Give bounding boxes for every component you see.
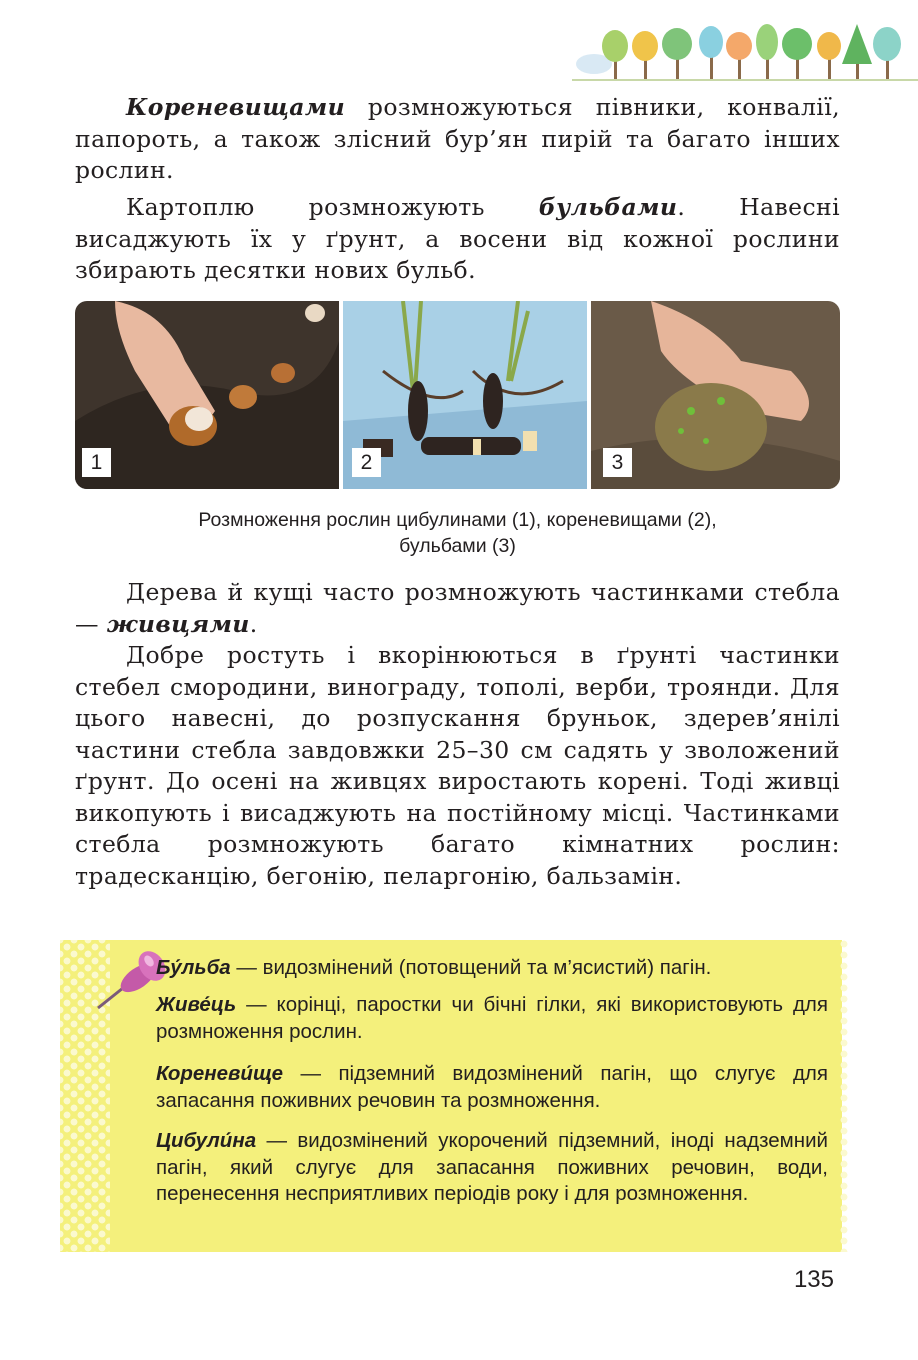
photo-bulbs — [75, 301, 339, 489]
photo-number: 2 — [352, 448, 381, 477]
glossary-term: Цибули́на — [156, 1129, 257, 1152]
glossary-box — [60, 940, 842, 1252]
photo-rhizomes — [343, 301, 587, 489]
tree-icon — [842, 24, 872, 80]
tree-icon — [662, 28, 692, 80]
paragraph-text: . — [249, 609, 258, 638]
photo-number: 1 — [82, 448, 111, 477]
glossary-entry — [156, 955, 828, 982]
tree-icon — [699, 26, 723, 80]
glossary-definition: — підземний видозмінений пагін, що слугує для запасання поживних речовин та розмноження. — [156, 1062, 828, 1112]
page-number: 135 — [793, 1266, 834, 1293]
tree-icon — [817, 32, 841, 80]
glossary-term: Живе́ць — [156, 993, 237, 1016]
paragraph-rhizomes — [75, 92, 840, 187]
glossary-term: Бу́льба — [156, 956, 231, 979]
photo-caption — [75, 507, 840, 559]
tree-row-decoration — [572, 18, 918, 84]
glossary-entry — [156, 1128, 828, 1208]
paragraph-text: Дерева й кущі часто розмножують частинками стебла — — [75, 578, 840, 638]
glossary-term: Кореневи́ще — [156, 1062, 284, 1085]
tree-icon — [602, 30, 628, 80]
caption-line: Розмноження рослин цибулинами (1), кореневищами (2), — [198, 509, 717, 531]
tree-icon — [632, 31, 658, 80]
paragraph-tubers — [75, 192, 840, 287]
paragraph-text: розмножуються півники, конвалії, папороть, а також злісний бур’ян пирій та багато інших рослин. — [75, 93, 840, 184]
term-tubers: бульбами — [538, 193, 678, 221]
paragraph-text: Картоплю розмножують — [126, 193, 539, 221]
photo-tuber — [591, 301, 840, 489]
glossary-definition: — корінці, паростки чи бічні гілки, які використовують для розмноження рослин. — [156, 993, 828, 1043]
paragraph-cuttings — [75, 577, 840, 640]
glossary-entry — [156, 992, 828, 1045]
caption-line: бульбами (3) — [399, 535, 516, 557]
tree-icon — [782, 28, 812, 80]
tree-icon — [756, 24, 778, 80]
tree-icon — [873, 27, 901, 80]
paragraph-text: Добре ростуть і вкорінюються в ґрунті частинки стебел смородини, винограду, тополі, верби, троянди. Для цього навесні, до розпускання бруньок, здерев’янілі частини стебла завдовжки 25–30 см садять у зволожений ґрунт. До осені на живцях виростають корені. Тоді живці викопують і висаджують на постійному місці. Частинками стебла розмножують багато кімнатних рослин: традесканцію, бегонію, пеларгонію, бальзамін. — [75, 641, 840, 890]
photo-strip — [75, 301, 840, 489]
glossary-edge — [840, 940, 848, 1252]
term-rhizomes: Кореневищами — [126, 93, 346, 121]
glossary-entry — [156, 1061, 828, 1114]
tree-icon — [726, 32, 752, 80]
photo-number: 3 — [603, 448, 632, 477]
paragraph-text: . Навесні висаджують їх у ґрунт, а восени від кожної рослини збирають десятки нових бульб. — [75, 193, 840, 284]
term-cuttings: живцями — [106, 609, 250, 638]
glossary-definition: — видозмінений (потовщений та м’ясистий) пагін. — [230, 956, 712, 979]
paragraph-cuttings-details — [75, 640, 840, 892]
glossary-definition: — видозмінений укорочений підземний, іноді надземний пагін, який слугує для запасання поживних речовин, води, перенесення несприятливих періодів року і для розмноження. — [156, 1129, 828, 1205]
